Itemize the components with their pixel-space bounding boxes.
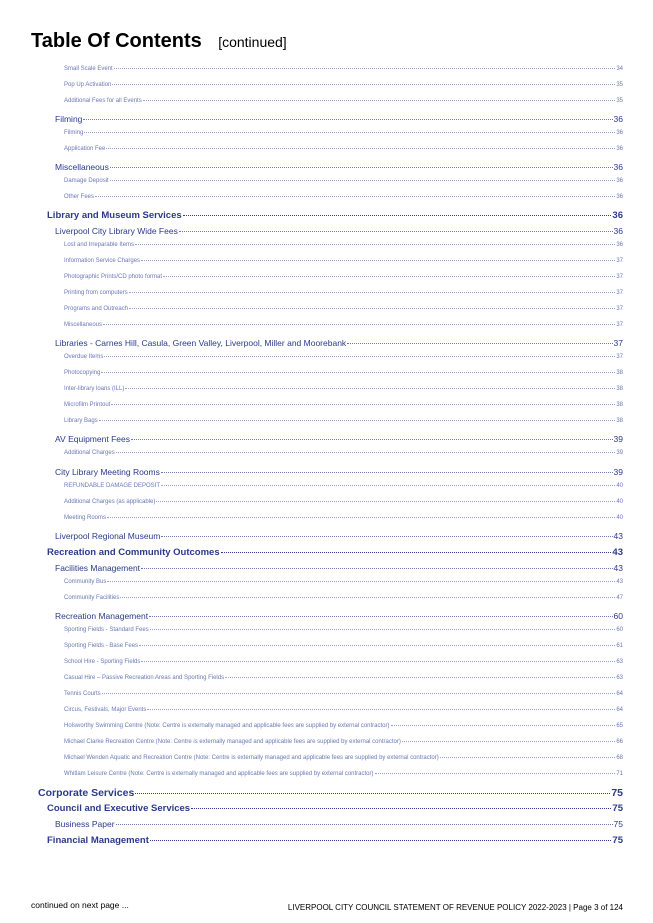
toc-entry-page: 34 [616, 66, 623, 72]
toc-entry-page: 36 [616, 146, 623, 153]
toc-entry-page: 36 [616, 194, 623, 201]
toc-entry-label: Community Bus [64, 578, 107, 585]
dot-leader [106, 148, 615, 149]
toc-entry-page: 36 [613, 114, 623, 125]
page-header [31, 30, 287, 53]
dot-leader [156, 501, 615, 502]
toc-entry-page: 38 [616, 418, 623, 425]
dot-leader [107, 581, 615, 582]
dot-leader [391, 725, 616, 726]
toc-entry-page: 37 [616, 274, 623, 281]
dot-leader [107, 517, 615, 518]
toc-entry-label: Miscellaneous [64, 322, 103, 329]
toc-entry-page: 39 [613, 434, 623, 445]
dot-leader [183, 215, 612, 216]
toc-entry-page: 37 [613, 338, 623, 349]
toc-entry[interactable] [64, 659, 623, 665]
dot-leader [141, 260, 615, 261]
toc-entry-page: 43 [613, 530, 623, 541]
toc-entry-label: Small Scale Event [64, 66, 113, 72]
toc-entry-label: Programs and Outreach [64, 306, 129, 313]
toc-entry[interactable] [64, 354, 623, 360]
toc-entry-label: Filming [64, 130, 84, 137]
dot-leader [129, 292, 616, 293]
toc-entry-label: Photocopying [64, 370, 101, 377]
toc-entry[interactable] [64, 402, 623, 408]
toc-entry-label: Inter-library loans (ILL) [64, 386, 125, 393]
toc-entry-label: City Library Meeting Rooms [55, 466, 160, 477]
toc-entry-page: 63 [616, 674, 623, 681]
toc-entry-label: Microfilm Printout [64, 402, 111, 409]
dot-leader [112, 84, 615, 85]
toc-entry[interactable] [64, 242, 623, 248]
toc-entry-label: REFUNDABLE DAMAGE DEPOSIT [64, 482, 161, 489]
toc-entry-label: Additional Fees for all Events [64, 98, 142, 105]
toc-entry-label: Additional Charges (as applicable) [64, 498, 156, 505]
toc-entry[interactable] [64, 643, 623, 649]
dot-leader [120, 597, 615, 598]
toc-entry-label: AV Equipment Fees [55, 434, 130, 445]
dot-leader [104, 356, 615, 357]
toc-entry[interactable] [64, 627, 623, 633]
toc-entry-label: Libraries - Carnes Hill, Casula, Green Valley, Liverpool, Miller and Moorebank [55, 338, 347, 349]
toc-entry[interactable] [38, 787, 623, 799]
toc-entry-page: 35 [616, 98, 623, 105]
toc-entry[interactable] [64, 82, 623, 88]
toc-entry[interactable] [55, 434, 623, 444]
dot-leader [402, 741, 615, 742]
toc-entry[interactable] [55, 338, 623, 348]
toc-entry[interactable] [64, 771, 623, 777]
toc-entry[interactable] [64, 707, 623, 713]
dot-leader [139, 645, 615, 646]
toc-entry-label: Additional Charges [64, 450, 115, 457]
toc-entry[interactable] [64, 322, 623, 328]
toc-entry-label: Damage Deposit [64, 178, 109, 185]
toc-entry-label: Tennis Courts [64, 690, 101, 697]
toc-entry[interactable] [47, 803, 623, 814]
toc-entry-page: 43 [616, 578, 623, 585]
toc-entry-label: Casual Hire – Passive Recreation Areas and Sporting Fields [64, 674, 225, 681]
toc-entry-page: 64 [616, 706, 623, 713]
toc-entry[interactable] [64, 450, 623, 456]
dot-leader [101, 372, 615, 373]
dot-leader [191, 808, 611, 809]
dot-leader [95, 196, 615, 197]
toc-entry-label: Corporate Services [38, 786, 135, 799]
dot-leader [131, 439, 613, 440]
dot-leader [129, 308, 615, 309]
dot-leader [125, 388, 615, 389]
toc-entry-page: 36 [616, 242, 623, 249]
toc-entry-page: 60 [613, 610, 623, 621]
toc-entry[interactable] [64, 499, 623, 505]
toc-entry-page: 71 [616, 770, 623, 777]
toc-entry[interactable] [64, 483, 623, 489]
toc-entry-label: Business Paper [55, 818, 115, 829]
dot-leader [116, 824, 613, 825]
dot-leader [110, 167, 613, 168]
toc-entry-label: Holsworthy Swimming Centre (Note: Centre is externally managed and applicable fees are supplied by external contractor) [64, 722, 390, 729]
dot-leader [83, 119, 612, 120]
dot-leader [114, 68, 616, 69]
toc-entry[interactable] [47, 210, 623, 221]
dot-leader [347, 343, 612, 344]
dot-leader [179, 231, 613, 232]
toc-entry-page: 75 [611, 786, 623, 799]
toc-entry[interactable] [64, 595, 623, 601]
dot-leader [110, 180, 616, 181]
toc-entry[interactable] [64, 274, 623, 280]
toc-entry-label: Other Fees [64, 194, 95, 201]
toc-entry[interactable] [55, 226, 623, 236]
dot-leader [150, 629, 616, 630]
toc-entry-label: Application Fee [64, 146, 106, 153]
toc-entry-page: 37 [616, 258, 623, 265]
toc-entry-page: 40 [616, 498, 623, 505]
toc-entry-label: Michael Wenden Aquatic and Recreation Centre (Note: Centre is externally managed and applicable fees are supplied by external contractor) [64, 754, 439, 761]
toc-entry-label: Council and Executive Services [47, 802, 191, 814]
toc-entry[interactable] [64, 66, 623, 72]
continued-label: [continued] [218, 34, 287, 50]
toc-entry-label: Meeting Rooms [64, 514, 107, 521]
toc-entry-label: Pop Up Activation [64, 82, 112, 89]
toc-entry-page: 61 [616, 642, 623, 649]
toc-entry-label: Photographic Prints/CD photo format [64, 274, 163, 281]
toc-entry-page: 43 [612, 546, 623, 558]
toc-entry-label: Michael Clarke Recreation Centre (Note: Centre is externally managed and applicable fees are supplied by external contractor) [64, 738, 401, 745]
toc-entry-label: Library and Museum Services [47, 210, 182, 222]
toc-entry[interactable] [64, 386, 623, 392]
toc-entry[interactable] [55, 467, 623, 477]
dot-leader [141, 568, 612, 569]
toc-entry[interactable] [64, 258, 623, 264]
footer-document-info: LIVERPOOL CITY COUNCIL STATEMENT OF REVENUE POLICY 2022-2023 | Page 3 of 124 [287, 903, 623, 912]
toc-entry-page: 36 [616, 130, 623, 137]
toc-entry-page: 65 [616, 722, 623, 729]
dot-leader [147, 709, 615, 710]
toc-entry[interactable] [55, 162, 623, 172]
toc-entry-page: 37 [616, 354, 623, 361]
toc-entry[interactable] [55, 114, 623, 124]
toc-entry-page: 35 [616, 82, 623, 89]
toc-entry[interactable] [55, 611, 623, 621]
toc-entry-label: Filming [55, 114, 83, 125]
toc-entry-label: Community Facilities [64, 594, 120, 601]
toc-entry-page: 66 [616, 738, 623, 745]
toc-entry-page: 40 [616, 482, 623, 489]
dot-leader [221, 552, 612, 553]
dot-leader [135, 244, 615, 245]
toc-entry-label: Recreation Management [55, 610, 149, 621]
dot-leader [161, 536, 612, 537]
page-title: Table Of Contents [31, 30, 202, 52]
toc-entry-page: 63 [616, 658, 623, 665]
dot-leader [141, 661, 615, 662]
dot-leader [111, 404, 615, 405]
dot-leader [163, 276, 615, 277]
dot-leader [135, 793, 610, 794]
toc-entry-page: 38 [616, 386, 623, 393]
dot-leader [150, 840, 612, 841]
toc-entry[interactable] [64, 194, 623, 200]
toc-entry-label: Facilities Management [55, 562, 141, 573]
toc-entry-page: 39 [613, 466, 623, 477]
toc-entry-label: Circus, Festivals, Major Events [64, 706, 147, 713]
toc-entry-label: Liverpool Regional Museum [55, 530, 161, 541]
toc-entry[interactable] [64, 146, 623, 152]
toc-entry-label: Liverpool City Library Wide Fees [55, 226, 178, 237]
toc-entry-page: 36 [613, 162, 623, 173]
toc-entry[interactable] [64, 723, 623, 729]
toc-entry[interactable] [64, 98, 623, 104]
toc-entry[interactable] [64, 178, 623, 184]
toc-entry-page: 36 [613, 226, 623, 237]
toc-entry[interactable] [47, 547, 623, 558]
toc-entry-label: Library Bags [64, 418, 98, 425]
dot-leader [102, 693, 616, 694]
toc-entry-label: Sporting Fields - Base Fees [64, 642, 139, 649]
toc-entry[interactable] [55, 819, 623, 829]
dot-leader [103, 324, 615, 325]
toc-entry-page: 37 [616, 306, 623, 313]
toc-entry-page: 75 [613, 818, 623, 829]
toc-entry-page: 64 [616, 690, 623, 697]
dot-leader [225, 677, 615, 678]
toc-entry[interactable] [64, 370, 623, 376]
toc-entry[interactable] [64, 418, 623, 424]
toc-entry[interactable] [47, 835, 623, 846]
toc-entry-page: 60 [616, 626, 623, 633]
toc-entry-label: Whitlam Leisure Centre (Note: Centre is externally managed and applicable fees are supplied by external contractor) [64, 770, 374, 777]
toc-entry[interactable] [64, 675, 623, 681]
toc-entry-page: 37 [616, 322, 623, 329]
dot-leader [375, 773, 616, 774]
toc-entry[interactable] [55, 531, 623, 541]
toc-entry-label: Lost and Irreparable Items [64, 242, 135, 249]
toc-entry-label: Miscellaneous [55, 162, 109, 173]
toc-entry-page: 75 [612, 834, 623, 846]
dot-leader [149, 616, 612, 617]
toc-entry-label: Overdue Items [64, 354, 104, 361]
toc-entry-page: 43 [613, 562, 623, 573]
toc-entry-page: 47 [616, 594, 623, 601]
toc-entry[interactable] [64, 739, 623, 745]
dot-leader [161, 472, 613, 473]
toc-entry[interactable] [64, 515, 623, 521]
toc-entry-label: Sporting Fields - Standard Fees [64, 626, 149, 633]
dot-leader [143, 100, 616, 101]
toc-entry[interactable] [64, 579, 623, 585]
toc-entry[interactable] [64, 290, 623, 296]
toc-entry-label: Information Service Charges [64, 258, 141, 265]
toc-entry[interactable] [64, 130, 623, 136]
toc-entry-page: 38 [616, 370, 623, 377]
footer-continued: continued on next page ... [31, 900, 129, 910]
toc-entry-page: 37 [616, 290, 623, 297]
toc-entry[interactable] [64, 755, 623, 761]
toc-entry-page: 68 [616, 754, 623, 761]
toc-entry-label: Financial Management [47, 834, 149, 846]
toc-entry-page: 36 [616, 178, 623, 185]
toc-entry-page: 38 [616, 402, 623, 409]
toc-entry-label: Printing from computers [64, 290, 128, 297]
toc-entry[interactable] [64, 691, 623, 697]
toc-entry[interactable] [55, 563, 623, 573]
toc-entry-page: 39 [616, 450, 623, 457]
toc-entry-page: 36 [612, 210, 623, 222]
toc-entry-label: School Hire - Sporting Fields [64, 658, 141, 665]
dot-leader [99, 420, 616, 421]
dot-leader [440, 757, 616, 758]
dot-leader [161, 485, 615, 486]
dot-leader [84, 132, 615, 133]
toc-entry[interactable] [64, 306, 623, 312]
toc-entry-label: Recreation and Community Outcomes [47, 546, 220, 558]
toc-entry-page: 40 [616, 514, 623, 521]
toc-entry-page: 75 [612, 802, 623, 814]
dot-leader [116, 452, 616, 453]
